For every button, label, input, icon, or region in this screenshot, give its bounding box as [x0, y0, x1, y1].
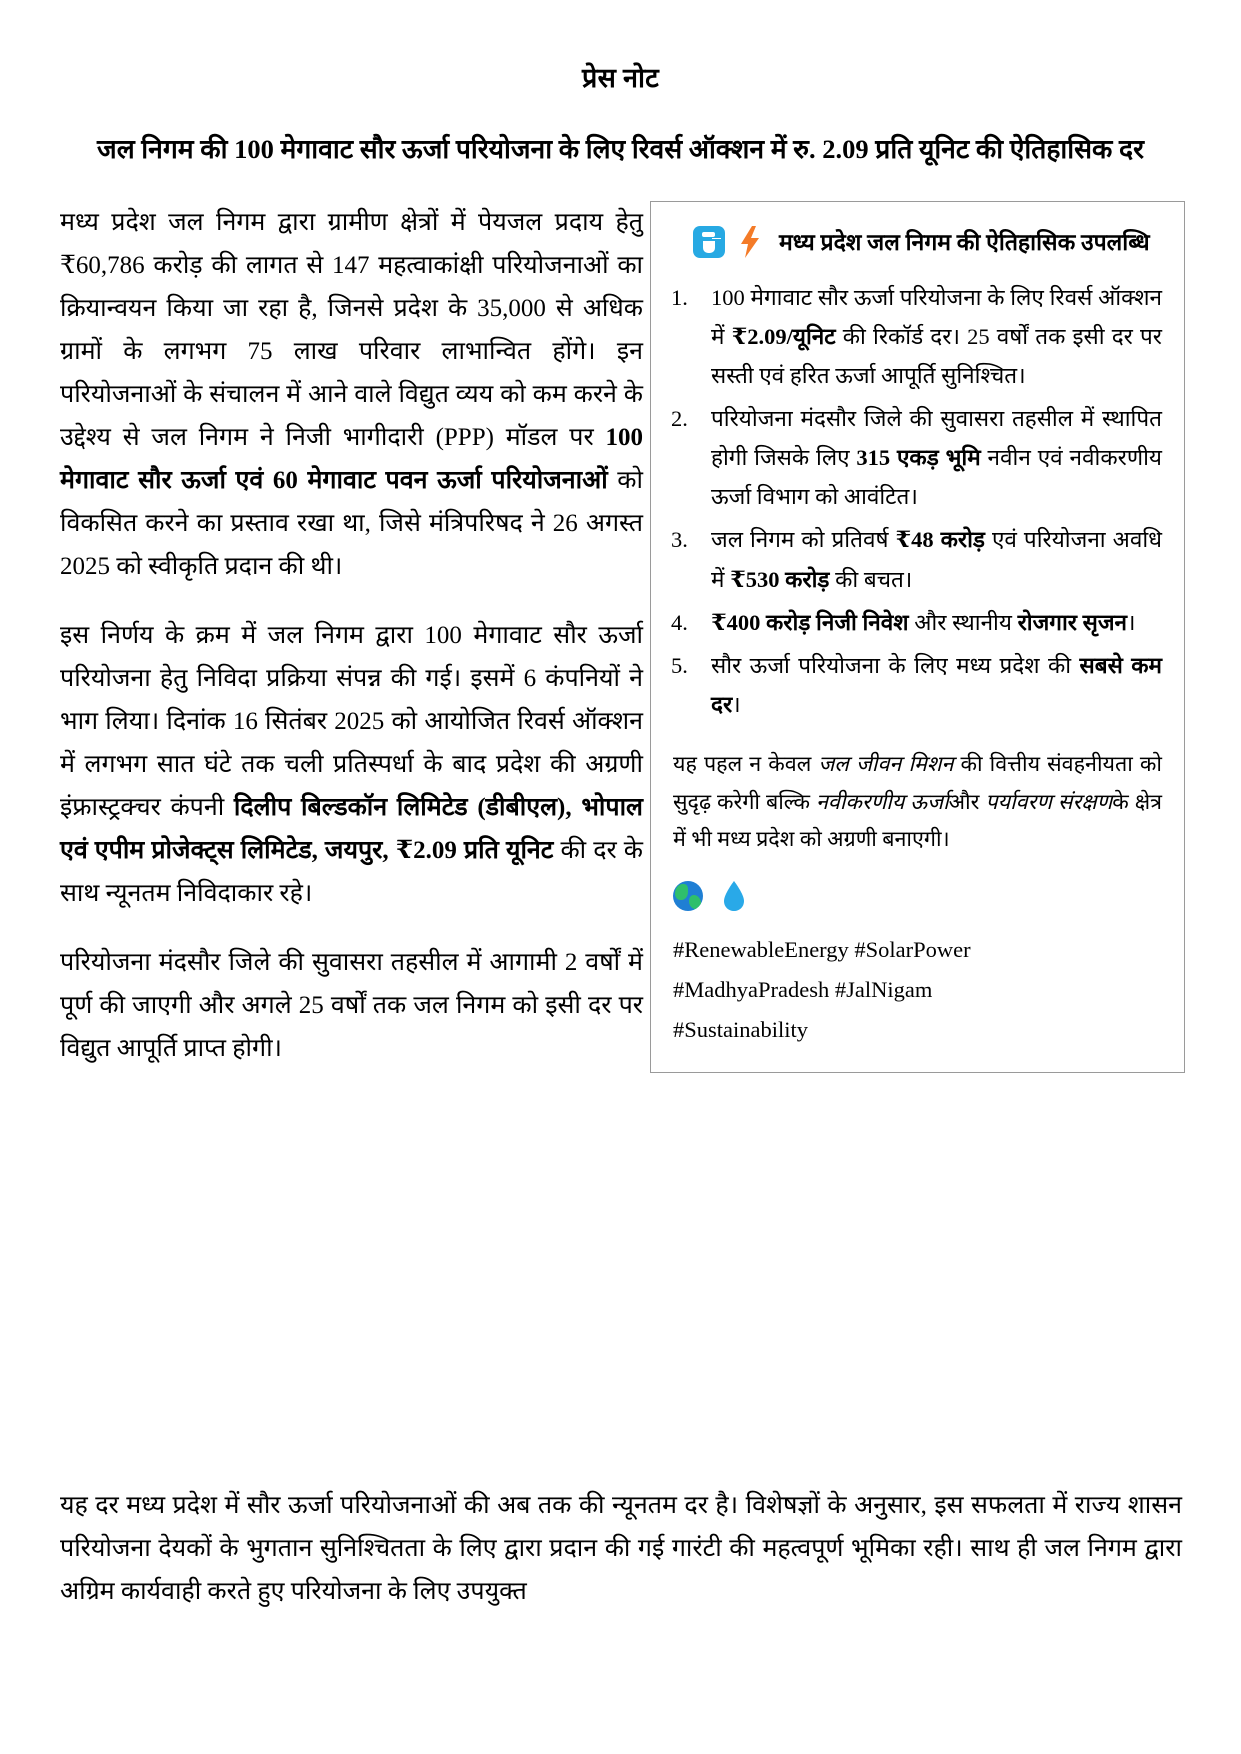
item-text-b: नवीन एवं नवीकरणीय ऊर्जा विभाग को आवंटित।	[711, 445, 1162, 510]
item-bold-a: ₹400 करोड़ निजी निवेश	[711, 609, 909, 635]
bottom-paragraph: यह दर मध्य प्रदेश में सौर ऊर्जा परियोजनाओं की अब तक की न्यूनतम दर है। विशेषज्ञों के अनुसार, इस सफलता में राज्य शासन परियोजना देयकों के भुगतान सुनिश्चितता के लिए द्वारा प्रदान की गई गारंटी की महत्वपूर्ण भूमिका रही। साथ ही जल निगम द्वारा अग्रिम कार्यवाही करते हुए परियोजना के लिए उपयुक्त	[60, 1492, 1182, 1605]
note-text-c: और	[948, 789, 986, 814]
note-text-b: की वित्तीय संवहनीयता को सुदृढ़ करेगी बल्कि	[673, 752, 1162, 814]
item-text-b: की रिकॉर्ड दर। 25 वर्षों तक इसी दर पर सस्ती एवं हरित ऊर्जा आपूर्ति सुनिश्चित।	[711, 323, 1162, 388]
item-text-b: और स्थानीय	[908, 609, 1018, 635]
water-drop-icon	[721, 880, 747, 912]
list-item	[705, 399, 1162, 516]
item-text-b: ।	[732, 691, 741, 717]
paragraph-3: परियोजना मंदसौर जिले की सुवासरा तहसील में आगामी 2 वर्षों में पूर्ण की जाएगी और अगले 25 वर्षों तक जल निगम को इसी दर पर विद्युत आपूर्ति प्राप्त होगी।	[60, 949, 643, 1063]
item-text-c: ।	[1127, 609, 1136, 635]
note-text-a: यह पहल न केवल	[673, 752, 819, 777]
callout-note	[673, 746, 1162, 858]
hashtag-line: #MadhyaPradesh #JalNigam	[673, 977, 933, 1003]
right-column	[650, 201, 1185, 1073]
list-item	[705, 520, 1162, 598]
highlights-callout-box	[650, 201, 1185, 1073]
note-italic-c: पर्यावरण संरक्षण	[985, 789, 1113, 814]
callout-title: मध्य प्रदेश जल निगम की ऐतिहासिक उपलब्धि	[779, 230, 1150, 256]
item-text-c: की बचत।	[829, 566, 913, 592]
list-item	[705, 603, 1162, 642]
list-item	[705, 278, 1162, 395]
item-bold-a: ₹2.09/यूनिट	[731, 323, 836, 349]
item-text-a: 100 मेगावाट सौर ऊर्जा परियोजना के लिए रिवर्स ऑक्शन में	[711, 284, 1162, 349]
note-italic-a: जल जीवन मिशन	[818, 752, 954, 777]
item-text-b: एवं परियोजना अवधि में	[711, 527, 1162, 592]
left-column	[60, 201, 643, 1070]
item-text-a: सौर ऊर्जा परियोजना के लिए मध्य प्रदेश की	[711, 652, 1080, 678]
paragraph-1-bold: 100 मेगावाट सौर ऊर्जा एवं 60 मेगावाट पवन ऊर्जा परियोजनाओं	[60, 424, 643, 495]
item-bold-a: 315 एकड़ भूमि	[856, 445, 981, 471]
globe-icon	[673, 881, 703, 911]
paragraph-1	[60, 201, 643, 588]
hashtag-line: #RenewableEnergy #SolarPower	[673, 937, 971, 963]
note-text-d: के क्षेत्र में भी मध्य प्रदेश को अग्रणी बनाएगी।	[673, 789, 1162, 851]
water-tap-icon	[693, 226, 725, 258]
item-text-a: परियोजना मंदसौर जिले की सुवासरा तहसील में स्थापित होगी जिसके लिए	[711, 405, 1162, 471]
highlights-list	[671, 278, 1164, 725]
paragraph-1-text-b: को विकसित करने का प्रस्ताव रखा था, जिसे मंत्रिपरिषद ने 26 अगस्त 2025 को स्वीकृति प्रदान की थी।	[60, 467, 643, 581]
emoji-row	[673, 880, 1164, 912]
note-italic-b: नवीकरणीय ऊर्जा	[815, 789, 949, 814]
item-text-a: जल निगम को प्रतिवर्ष	[711, 527, 896, 553]
item-bold-b: ₹530 करोड़	[730, 566, 830, 592]
hashtag-line: #Sustainability	[673, 1017, 808, 1043]
lightning-bolt-icon	[739, 226, 761, 258]
item-bold-a: ₹48 करोड़	[895, 527, 985, 553]
two-column-region	[0, 201, 1241, 1276]
item-bold-b: रोजगार सृजन	[1017, 609, 1128, 635]
paragraph-2-bold: दिलीप बिल्डकॉन लिमिटेड (डीबीएल), भोपाल एवं एपीम प्रोजेक्ट्स लिमिटेड, जयपुर, ₹2.09 प्रति यूनिट	[60, 794, 643, 865]
callout-header	[671, 224, 1164, 261]
paragraph-2-text-b: की दर के साथ न्यूनतम निविदाकार रहे।	[60, 837, 643, 908]
paragraph-1-text-a: मध्य प्रदेश जल निगम द्वारा ग्रामीण क्षेत्रों में पेयजल प्रदाय हेतु ₹60,786 करोड़ की लागत से 147 महत्वाकांक्षी परियोजनाओं का क्रियान्वयन किया जा रहा है, जिनसे प्रदेश के 35,000 से अधिक ग्रामों के लगभग 75 लाख परिवार लाभान्वित होंगे। इन परियोजनाओं के संचालन में आने वाले विद्युत व्यय को कम करने के उद्देश्य से जल निगम ने निजी भागीदारी (PPP) मॉडल पर	[60, 209, 643, 452]
paragraph-2	[60, 614, 643, 915]
page-subtitle: जल निगम की 100 मेगावाट सौर ऊर्जा परियोजना के लिए रिवर्स ऑक्शन में रु. 2.09 प्रति यूनिट की ऐतिहासिक दर	[97, 134, 1144, 165]
page-title: प्रेस नोट	[582, 63, 659, 93]
paragraph-2-text-a: इस निर्णय के क्रम में जल निगम द्वारा 100 मेगावाट सौर ऊर्जा परियोजना हेतु निविदा प्रक्रिया संपन्न की गई। इसमें 6 कंपनियों ने भाग लिया। दिनांक 16 सितंबर 2025 को आयोजित रिवर्स ऑक्शन में लगभग सात घंटे तक चली प्रतिस्पर्धा के बाद प्रदेश की अग्रणी इंफ्रास्ट्रक्चर कंपनी	[60, 622, 643, 822]
hashtag-block	[673, 930, 1162, 1050]
bottom-block	[60, 1484, 1182, 1613]
item-bold-a: सबसे कम दर	[711, 652, 1162, 717]
callout-icon-group	[671, 224, 779, 258]
list-item	[705, 646, 1162, 724]
